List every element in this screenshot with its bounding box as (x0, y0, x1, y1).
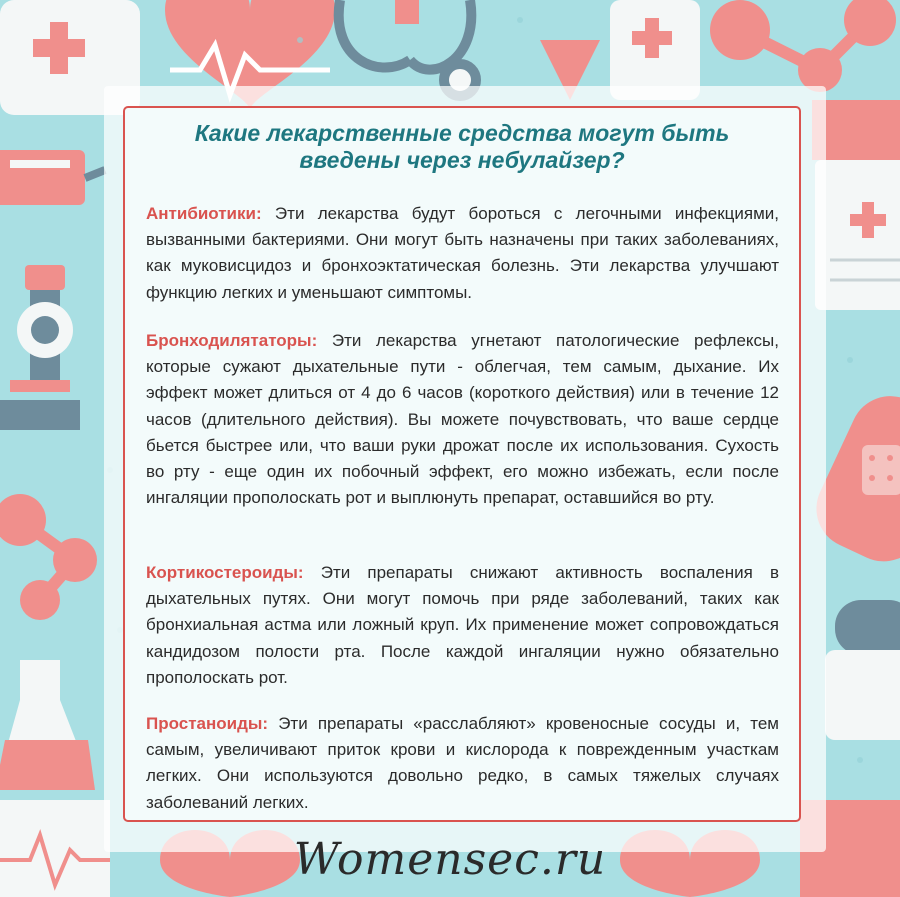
section-prostanoids (146, 711, 779, 816)
section-text: Эти препараты снижают активность воспаления в дыхательных путях. Они могут помочь при ряде заболеваний, таких как бронхиальная астма или ложный круп. Их применение может сопровождаться кандидозом полости рта. После каждой ингаляции нужно обязательно прополоскать рот. (146, 563, 779, 687)
article-card (123, 106, 801, 822)
title-line-2: введены через небулайзер? (299, 147, 625, 173)
page-title (125, 120, 799, 174)
section-text: Эти лекарства угнетают патологические рефлексы, которые сужают дыхательные пути - облегчая, тем самым, дыхание. Их эффект может длиться от 4 до 6 часов (короткого действия) или в течение 12 часов (длительного действия). Вы можете почувствовать, что ваше сердце бьется быстрее или, что ваши руки дрожат после их использования. Сухость во рту - еще один их побочный эффект, его можно избежать, если после ингаляции прополоскать рот и выплюнуть препарат, оставшийся во рту. (146, 331, 779, 508)
section-heading: Антибиотики: (146, 204, 262, 223)
section-antibiotics (146, 201, 779, 306)
section-heading: Бронходилятаторы: (146, 331, 318, 350)
section-corticosteroids (146, 560, 779, 691)
section-heading: Кортикостероиды: (146, 563, 304, 582)
section-text: Эти лекарства будут бороться с легочными инфекциями, вызванными бактериями. Они могут быть назначены при таких заболеваниях, как муковисцидоз и бронхоэктатическая болезнь. Эти лекарства улучшают функцию легких и уменьшают симптомы. (146, 204, 779, 302)
section-text: Эти препараты «расслабляют» кровеносные сосуды и, тем самым, увеличивают приток крови и кислорода к поврежденным участкам легких. Они используются довольно редко, в самых тяжелых случаях заболеваний легких. (146, 714, 779, 812)
title-line-1: Какие лекарственные средства могут быть (194, 120, 730, 146)
section-heading: Простаноиды: (146, 714, 269, 733)
section-bronchodilators (146, 328, 779, 511)
site-watermark: Womensec.ru (293, 834, 607, 885)
